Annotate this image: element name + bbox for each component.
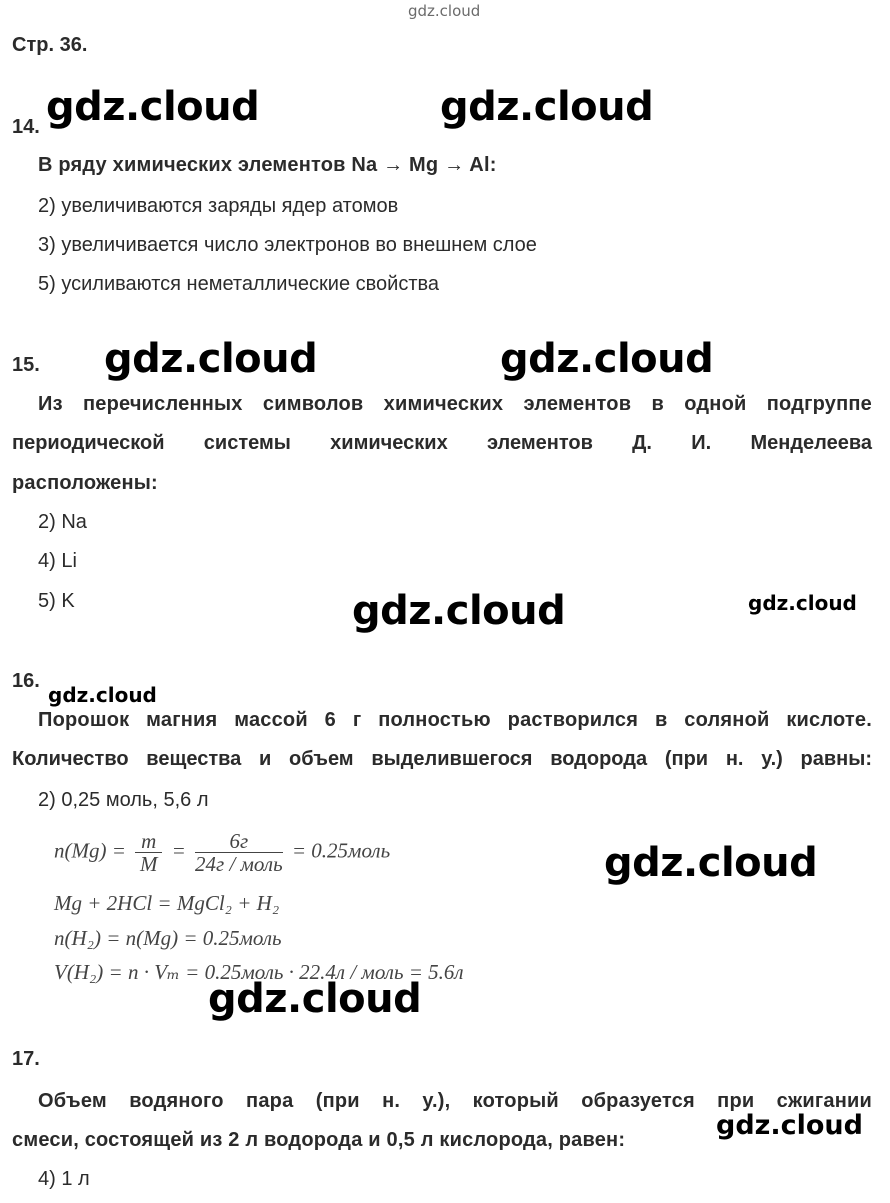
watermark: gdz.cloud xyxy=(440,84,654,130)
answer-item: 3) увеличивается число электронов во внешнем слое xyxy=(38,234,537,256)
watermark: gdz.cloud xyxy=(104,336,318,382)
question-16-line-2: Количество вещества и объем выделившегося водорода (при н. у.) равны: xyxy=(12,748,872,770)
answer-item: 2) увеличиваются заряды ядер атомов xyxy=(38,195,399,217)
answer-item: 5) K xyxy=(38,590,75,612)
question-14-number: 14. xyxy=(12,116,40,138)
watermark: gdz.cloud xyxy=(48,683,157,707)
watermark: gdz.cloud xyxy=(716,1110,863,1141)
watermark: gdz.cloud xyxy=(352,588,566,634)
watermark: gdz.cloud xyxy=(208,976,422,1022)
question-15-number: 15. xyxy=(12,354,40,376)
question-17-line-1: Объем водяного пара (при н. у.), который образуется при сжигании xyxy=(38,1090,872,1112)
question-15-line-1: Из перечисленных символов химических элементов в одной подгруппе xyxy=(38,393,872,415)
answer-item: 4) 1 л xyxy=(38,1168,90,1190)
question-17-number: 17. xyxy=(12,1048,40,1070)
formula-reaction: Mg + 2HCl = MgCl₂ + H₂ xyxy=(54,891,280,915)
formula-amount-mg: n(Mg) = $\frac{m}{M}$ = $\frac{6г}{\text{24г / моль}}$ = 0.25моль xyxy=(54,829,391,876)
formula-volume-h2: V(H₂) = n · Vₘ = 0.25моль · 22.4л / моль = 5.6л xyxy=(54,960,464,984)
answer-item: 2) Na xyxy=(38,511,87,533)
question-15-line-2: периодической системы химических элементов Д. И. Менделеева xyxy=(12,432,872,454)
question-16-line-1: Порошок магния массой 6 г полностью растворился в соляной кислоте. xyxy=(38,709,872,731)
question-17-line-2: смеси, состоящей из 2 л водорода и 0,5 л кислорода, равен: xyxy=(12,1129,626,1151)
answer-item: 4) Li xyxy=(38,550,77,572)
watermark: gdz.cloud xyxy=(748,591,857,615)
page-title: Стр. 36. xyxy=(12,34,88,56)
watermark-top: gdz.cloud xyxy=(408,2,481,20)
watermark: gdz.cloud xyxy=(604,840,818,886)
answer-item: 2) 0,25 моль, 5,6 л xyxy=(38,789,209,811)
question-14-text: В ряду химических элементов Na → Mg → Al: xyxy=(38,154,497,176)
question-16-number: 16. xyxy=(12,670,40,692)
watermark: gdz.cloud xyxy=(46,84,260,130)
formula-amount-h2: n(H₂) = n(Mg) = 0.25моль xyxy=(54,926,282,950)
question-15-line-3: расположены: xyxy=(12,472,158,494)
watermark: gdz.cloud xyxy=(500,336,714,382)
answer-item: 5) усиливаются неметаллические свойства xyxy=(38,273,440,295)
